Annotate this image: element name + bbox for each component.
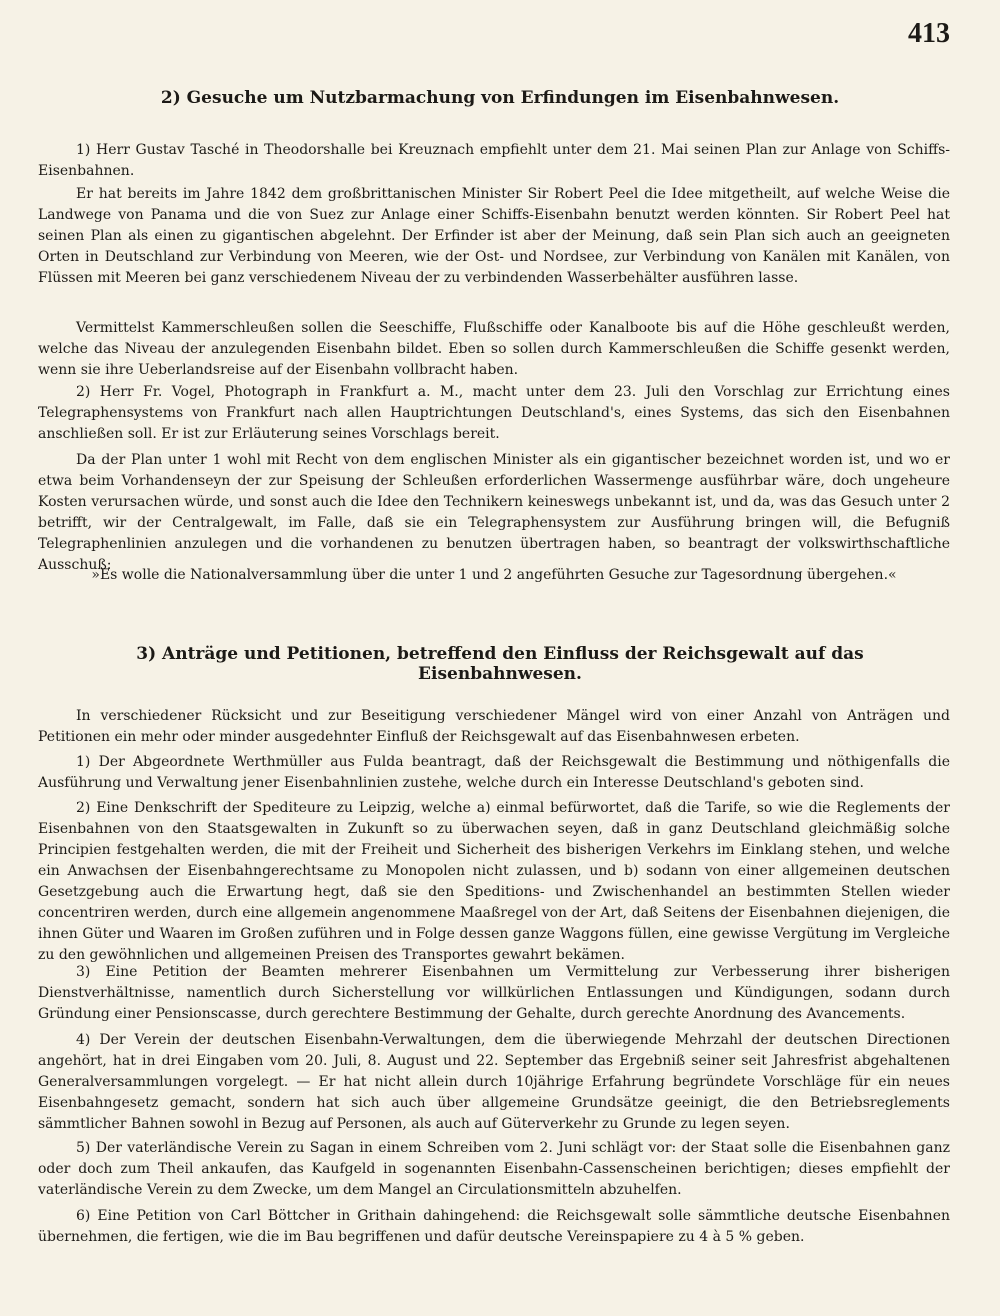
paragraph: Er hat bereits im Jahre 1842 dem großbrittanischen Minister Sir Robert Peel die Idee mitgetheilt, auf welche Weise die Landwege von Panama und die von Suez zur Anlage einer Schiffs-Eisenbahn benutzt werden könnten. Sir Robert Peel hat seinen Plan als einen zu gigantischen abgelehnt. Der Erfinder ist aber der Meinung, daß sein Plan sich auch an geeigneten Orten in Deutschland zur Verbindung von Meeren, wie der Ost- und Nordsee, zur Verbindung von Kanälen mit Kanälen, von Flüssen mit Meeren bei ganz verschiedenem Niveau der zu verbindenden Wasserbehälter ausführen lasse. xyxy=(38,186,950,286)
paragraph: Da der Plan unter 1 wohl mit Recht von dem englischen Minister als ein gigantischer bezeichnet worden ist, und wo er etwa beim Vorhandenseyn der zur Speisung der Schleußen erforderlichen Wassermenge ausführbar wäre, doch ungeheure Kosten verursachen würde, und sonst auch die Idee den Technikern keineswegs unbekannt ist, und da, was das Gesuch unter 2 betrifft, wir der Centralgewalt, im Falle, daß sie ein Telegraphensystem zur Ausführung bringen will, die Befugniß Telegraphenlinien anzulegen und die vorhandenen zu benutzen übertragen haben, so beantragt der volkswirthschaftliche Ausschuß: xyxy=(38,452,950,573)
paragraph: 1) Der Abgeordnete Werthmüller aus Fulda beantragt, daß der Reichsgewalt die Bestimmung und nöthigenfalls die Ausführung und Verwaltung jener Eisenbahnlinien zustehe, welche durch ein Interesse Deutschland's geboten sind. xyxy=(38,754,950,791)
paragraph: 2) Eine Denkschrift der Spediteure zu Leipzig, welche a) einmal befürwortet, daß die Tarife, so wie die Reglements der Eisenbahnen von den Staatsgewalten in Zukunft so zu überwachen seyen, daß in ganz Deutschland gleichmäßig solche Principien festgehalten werden, die mit der Freiheit und Sicherheit des bisherigen Verkehrs im Einklang stehen, und welche ein Anwachsen der Eisenbahngerechtsame zu Monopolen nicht zulassen, und b) sodann von einer allgemeinen deutschen Gesetzgebung auch die Erwartung hegt, daß sie den Speditions- und Zwischenhandel an bestimmten Stellen wieder concentriren werden, durch eine allgemein angenommene Maaßregel von der Art, daß Seitens der Eisenbahnen diejenigen, die ihnen Güter und Waaren im Großen zuführen und in Folge dessen ganze Waggons füllen, eine gewisse Vergütung im Vergleiche zu den gewöhnlichen und allgemeinen Preisen des Transportes gewahrt bekämen. xyxy=(38,800,950,963)
paragraph: 3) Eine Petition der Beamten mehrerer Eisenbahnen um Vermittelung zur Verbesserung ihrer bisherigen Dienstverhältnisse, namentlich durch Sicherstellung vor willkürlichen Entlassungen und Kündigungen, sodann durch Gründung einer Pensionscasse, durch gerechtere Bestimmung der Gehalte, durch gerechte Anordnung des Avancements. xyxy=(38,964,950,1022)
section-3-heading: 3) Anträge und Petitionen, betreffend den Einfluss der Reichsgewalt auf das Eisenbahnwesen. xyxy=(136,644,864,684)
paragraph: In verschiedener Rücksicht und zur Beseitigung verschiedener Mängel wird von einer Anzahl von Anträgen und Petitionen ein mehr oder minder ausgedehnter Einfluß der Reichsgewalt auf das Eisenbahnwesen erbeten. xyxy=(38,708,950,745)
resolution-quote: »Es wolle die Nationalversammlung über die unter 1 und 2 angeführten Gesuche zur Tagesordnung übergehen.« xyxy=(91,567,897,583)
section-2-heading: 2) Gesuche um Nutzbarmachung von Erfindungen im Eisenbahnwesen. xyxy=(160,88,840,108)
paragraph: 1) Herr Gustav Tasché in Theodorshalle bei Kreuznach empfiehlt unter dem 21. Mai seinen Plan zur Anlage von Schiffs-Eisenbahnen. xyxy=(38,142,950,179)
paragraph: Vermittelst Kammerschleußen sollen die Seeschiffe, Flußschiffe oder Kanalboote bis auf die Höhe geschleußt werden, welche das Niveau der anzulegenden Eisenbahn bildet. Eben so sollen durch Kammerschleußen die Schiffe gesenkt werden, wenn sie ihre Ueberlandsreise auf der Eisenbahn vollbracht haben. xyxy=(38,320,950,378)
paragraph: 5) Der vaterländische Verein zu Sagan in einem Schreiben vom 2. Juni schlägt vor: der Staat solle die Eisenbahnen ganz oder doch zum Theil ankaufen, das Kaufgeld in sogenannten Eisenbahn-Cassenscheinen berichtigen; dieses empfiehlt der vaterländische Verein zu dem Zwecke, um dem Mangel an Circulationsmitteln abzuhelfen. xyxy=(38,1140,950,1198)
page-number: 413 xyxy=(908,18,950,49)
paragraph: 2) Herr Fr. Vogel, Photograph in Frankfurt a. M., macht unter dem 23. Juli den Vorschlag zur Errichtung eines Telegraphensystems von Frankfurt nach allen Hauptrichtungen Deutschland's, eines Systems, das sich den Eisenbahnen anschließen soll. Er ist zur Erläuterung seines Vorschlags bereit. xyxy=(38,384,950,442)
paragraph: 6) Eine Petition von Carl Böttcher in Grithain dahingehend: die Reichsgewalt solle sämmtliche deutsche Eisenbahnen übernehmen, die fertigen, wie die im Bau begriffenen und dafür deutsche Vereinspapiere zu 4 à 5 % geben. xyxy=(38,1208,950,1245)
paragraph: 4) Der Verein der deutschen Eisenbahn-Verwaltungen, dem die überwiegende Mehrzahl der deutschen Directionen angehört, hat in drei Eingaben vom 20. Juli, 8. August und 22. September das Ergebniß seiner seit Jahresfrist abgehaltenen Generalversammlungen vorgelegt. — Er hat nicht allein durch 10jährige Erfahrung begründete Vorschläge für ein neues Eisenbahngesetz gemacht, sondern hat sich auch über allgemeine Grundsätze geeinigt, die den Betriebsreglements sämmtlicher Bahnen sowohl in Bezug auf Personen, als auch auf Güterverkehr zu Grunde zu legen seyen. xyxy=(38,1032,950,1132)
